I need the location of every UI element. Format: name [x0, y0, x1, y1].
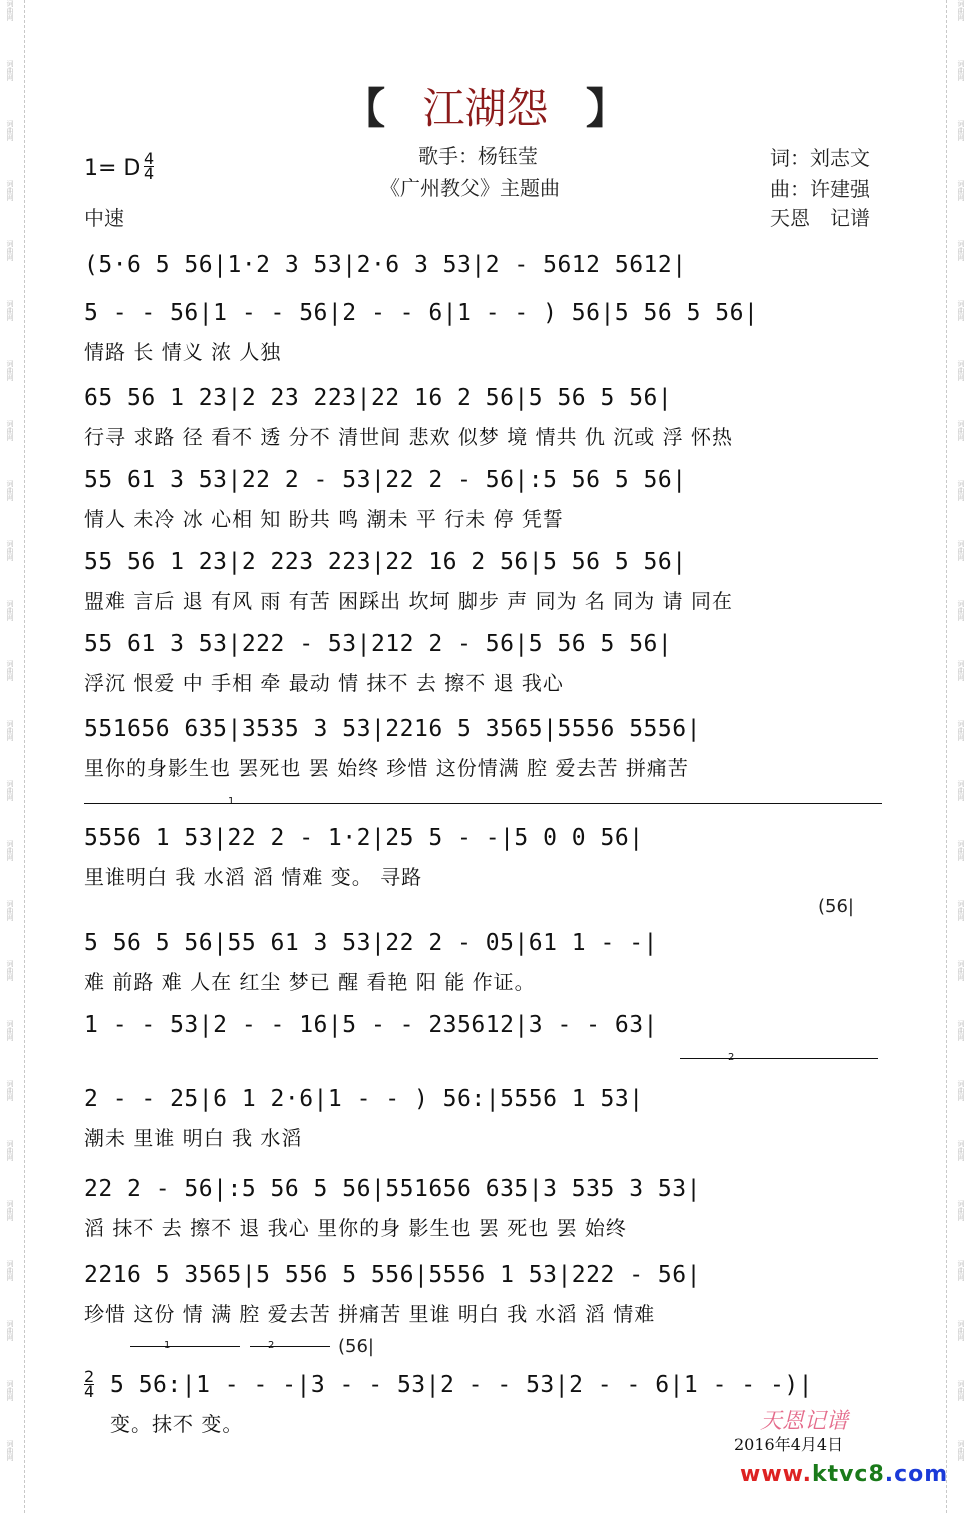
margin-watermark-text: 词曲网	[6, 840, 14, 861]
lyric-line: 浮沉 恨爱 中 手相 牵 最动 情 抹不 去 擦不 退 我心	[84, 671, 564, 695]
right-margin-watermark	[946, 0, 971, 1513]
lyric-line: 难 前路 难 人在 红尘 梦已 醒 看艳 阳 能 作证。	[84, 970, 536, 994]
date: 2016年4月4日	[734, 1435, 844, 1454]
margin-watermark-text: 词曲网	[957, 780, 965, 801]
margin-watermark-text: 词曲网	[957, 900, 965, 921]
volta-bracket-top	[84, 803, 882, 804]
subtitle: 《广州教父》主题曲	[380, 176, 560, 200]
margin-watermark-text: 词曲网	[6, 1200, 14, 1221]
title-right-bracket: 】	[585, 84, 628, 133]
notation-line: 551656 635|3535 3 53|2216 5 3565|5556 5556|	[84, 716, 701, 742]
margin-watermark-text: 词曲网	[957, 1320, 965, 1341]
margin-watermark-text: 词曲网	[957, 0, 965, 21]
notation-line: 55 61 3 53|22 2 - 53|22 2 - 56|:5 56 5 56|	[84, 467, 687, 493]
site-url-name: ktvc8	[811, 1462, 885, 1487]
margin-watermark-text: 词曲网	[957, 1080, 965, 1101]
margin-watermark-text: 词曲网	[957, 180, 965, 201]
site-url-prefix: www.	[740, 1462, 812, 1487]
lyric-line: 珍惜 这份 情 满 腔 爱去苦 拼痛苦 里谁 明白 我 水滔 滔 情难	[84, 1302, 656, 1326]
composer: 曲：许建强	[770, 177, 870, 201]
lyric-line: 里你的身影生也 罢死也 罢 始终 珍惜 这份情满 腔 爱去苦 拼痛苦	[84, 756, 689, 780]
margin-watermark-text: 词曲网	[6, 1440, 14, 1461]
volta-1-label: 1	[228, 796, 235, 807]
margin-watermark-text: 词曲网	[957, 1020, 965, 1041]
margin-watermark-text: 词曲网	[6, 780, 14, 801]
notation-line: 5556 1 53|22 2 - 1·2|25 5 - -|5 0 0 56|	[84, 825, 644, 851]
margin-watermark-text: 词曲网	[6, 120, 14, 141]
volta-bracket-3	[130, 1346, 240, 1347]
transcriber-stamp: 天恩记谱	[760, 1409, 849, 1434]
margin-watermark-text: 词曲网	[957, 1200, 965, 1221]
left-margin-watermark	[0, 0, 25, 1513]
tempo: 中速	[84, 206, 124, 230]
margin-watermark-text: 词曲网	[6, 1380, 14, 1401]
time-change-top: 2	[84, 1367, 95, 1386]
margin-watermark-text: 词曲网	[6, 420, 14, 441]
margin-watermark-text: 词曲网	[957, 1260, 965, 1281]
notation-line: 55 56 1 23|2 223 223|22 16 2 56|5 56 5 56|	[84, 549, 687, 575]
margin-watermark-text: 词曲网	[957, 1380, 965, 1401]
notation-line: 65 56 1 23|2 23 223|22 16 2 56|5 56 5 56|	[84, 385, 673, 411]
lyricist: 词：刘志文	[770, 146, 870, 170]
margin-watermark-text: 词曲网	[957, 840, 965, 861]
margin-watermark-text: 词曲网	[957, 540, 965, 561]
margin-watermark-text: 词曲网	[957, 360, 965, 381]
volta-1b-label: 1	[164, 1340, 171, 1351]
title-left-bracket: 【	[343, 84, 386, 133]
time-bottom: 4	[144, 164, 155, 183]
key-signature	[84, 149, 155, 183]
margin-watermark-text: 词曲网	[6, 720, 14, 741]
margin-watermark-text: 词曲网	[6, 1020, 14, 1041]
volta-2b-label: 2	[268, 1340, 275, 1351]
lyric-line: 里谁明白 我 水滔 滔 情难 变。 寻路	[84, 865, 423, 889]
margin-watermark-text: 词曲网	[6, 1140, 14, 1161]
notation-line: 2 - - 25|6 1 2·6|1 - - ) 56:|5556 1 53|	[84, 1086, 644, 1112]
time-signature	[144, 149, 155, 183]
margin-watermark-text: 词曲网	[957, 120, 965, 141]
volta-bracket-2	[680, 1058, 878, 1059]
margin-watermark-text: 词曲网	[6, 1080, 14, 1101]
margin-watermark-text: 词曲网	[957, 240, 965, 261]
margin-watermark-text: 词曲网	[957, 300, 965, 321]
lyric-line: 潮未 里谁 明白 我 水滔	[84, 1126, 303, 1150]
margin-watermark-text: 词曲网	[957, 1140, 965, 1161]
margin-watermark-text: 词曲网	[6, 300, 14, 321]
singer: 歌手：杨钰莹	[418, 144, 538, 168]
margin-watermark-text: 词曲网	[6, 1320, 14, 1341]
volta-2-label: 2	[728, 1052, 735, 1063]
margin-watermark-text: 词曲网	[957, 480, 965, 501]
notation-line: 1 - - 53|2 - - 16|5 - - 235612|3 - - 63|	[84, 1012, 658, 1038]
margin-watermark-text: 词曲网	[957, 60, 965, 81]
lyric-line: 情人 未冷 冰 心相 知 盼共 鸣 潮未 平 行未 停 凭誓	[84, 507, 564, 531]
lyric-line: 变。抹不 变。	[110, 1412, 244, 1436]
pickup-notes-2: (56|	[338, 1336, 374, 1357]
margin-watermark-text: 词曲网	[957, 720, 965, 741]
title-text: 江湖怨	[422, 84, 549, 133]
margin-watermark-text: 词曲网	[6, 60, 14, 81]
lyric-line: 行寻 求路 径 看不 透 分不 清世间 悲欢 似梦 境 情共 仇 沉或 浮 怀热	[84, 425, 734, 449]
site-url[interactable]	[740, 1462, 948, 1487]
margin-watermark-text: 词曲网	[6, 1260, 14, 1281]
margin-watermark-text: 词曲网	[6, 480, 14, 501]
margin-watermark-text: 词曲网	[6, 0, 14, 21]
margin-watermark-text: 词曲网	[6, 660, 14, 681]
time-top: 4	[144, 149, 155, 168]
margin-watermark-text: 词曲网	[6, 960, 14, 981]
margin-watermark-text: 词曲网	[6, 180, 14, 201]
time-change-bottom: 4	[84, 1382, 95, 1401]
margin-watermark-text: 词曲网	[6, 600, 14, 621]
notation-line: 2216 5 3565|5 556 5 556|5556 1 53|222 - 56|	[84, 1262, 701, 1288]
margin-watermark-text: 词曲网	[6, 360, 14, 381]
key-text: 1= D	[84, 156, 141, 181]
margin-watermark-text: 词曲网	[957, 420, 965, 441]
transcriber: 天恩 记谱	[770, 206, 870, 230]
pickup-notes-1: (56|	[818, 896, 854, 917]
notation-line: 22 2 - 56|:5 56 5 56|551656 635|3 535 3 53|	[84, 1176, 701, 1202]
notation-line: 5 - - 56|1 - - 56|2 - - 6|1 - - ) 56|5 56 5 56|	[84, 300, 759, 326]
margin-watermark-text: 词曲网	[6, 240, 14, 261]
notation-line: (5·6 5 56|1·2 3 53|2·6 3 53|2 - 5612 5612|	[84, 252, 687, 278]
margin-watermark-text: 词曲网	[957, 660, 965, 681]
margin-watermark-text: 词曲网	[957, 960, 965, 981]
song-title	[0, 76, 971, 136]
notation-line: 5 56:|1 - - -|3 - - 53|2 - - 53|2 - - 6|1 - - -)|	[110, 1372, 814, 1398]
lyric-line: 滔 抹不 去 擦不 退 我心 里你的身 影生也 罢 死也 罢 始终	[84, 1216, 627, 1240]
volta-bracket-4	[250, 1346, 330, 1347]
lyric-line: 盟难 言后 退 有风 雨 有苦 困踩出 坎坷 脚步 声 同为 名 同为 请 同在	[84, 589, 734, 613]
margin-watermark-text: 词曲网	[957, 600, 965, 621]
site-url-suffix: .com	[884, 1462, 949, 1487]
time-change-frac	[84, 1367, 95, 1401]
lyric-line: 情路 长 情义 浓 人独	[84, 340, 282, 364]
margin-watermark-text: 词曲网	[957, 1440, 965, 1461]
margin-watermark-text: 词曲网	[6, 540, 14, 561]
notation-line: 5 56 5 56|55 61 3 53|22 2 - 05|61 1 - -|	[84, 930, 658, 956]
margin-watermark-text: 词曲网	[6, 900, 14, 921]
notation-line: 55 61 3 53|222 - 53|212 2 - 56|5 56 5 56|	[84, 631, 673, 657]
